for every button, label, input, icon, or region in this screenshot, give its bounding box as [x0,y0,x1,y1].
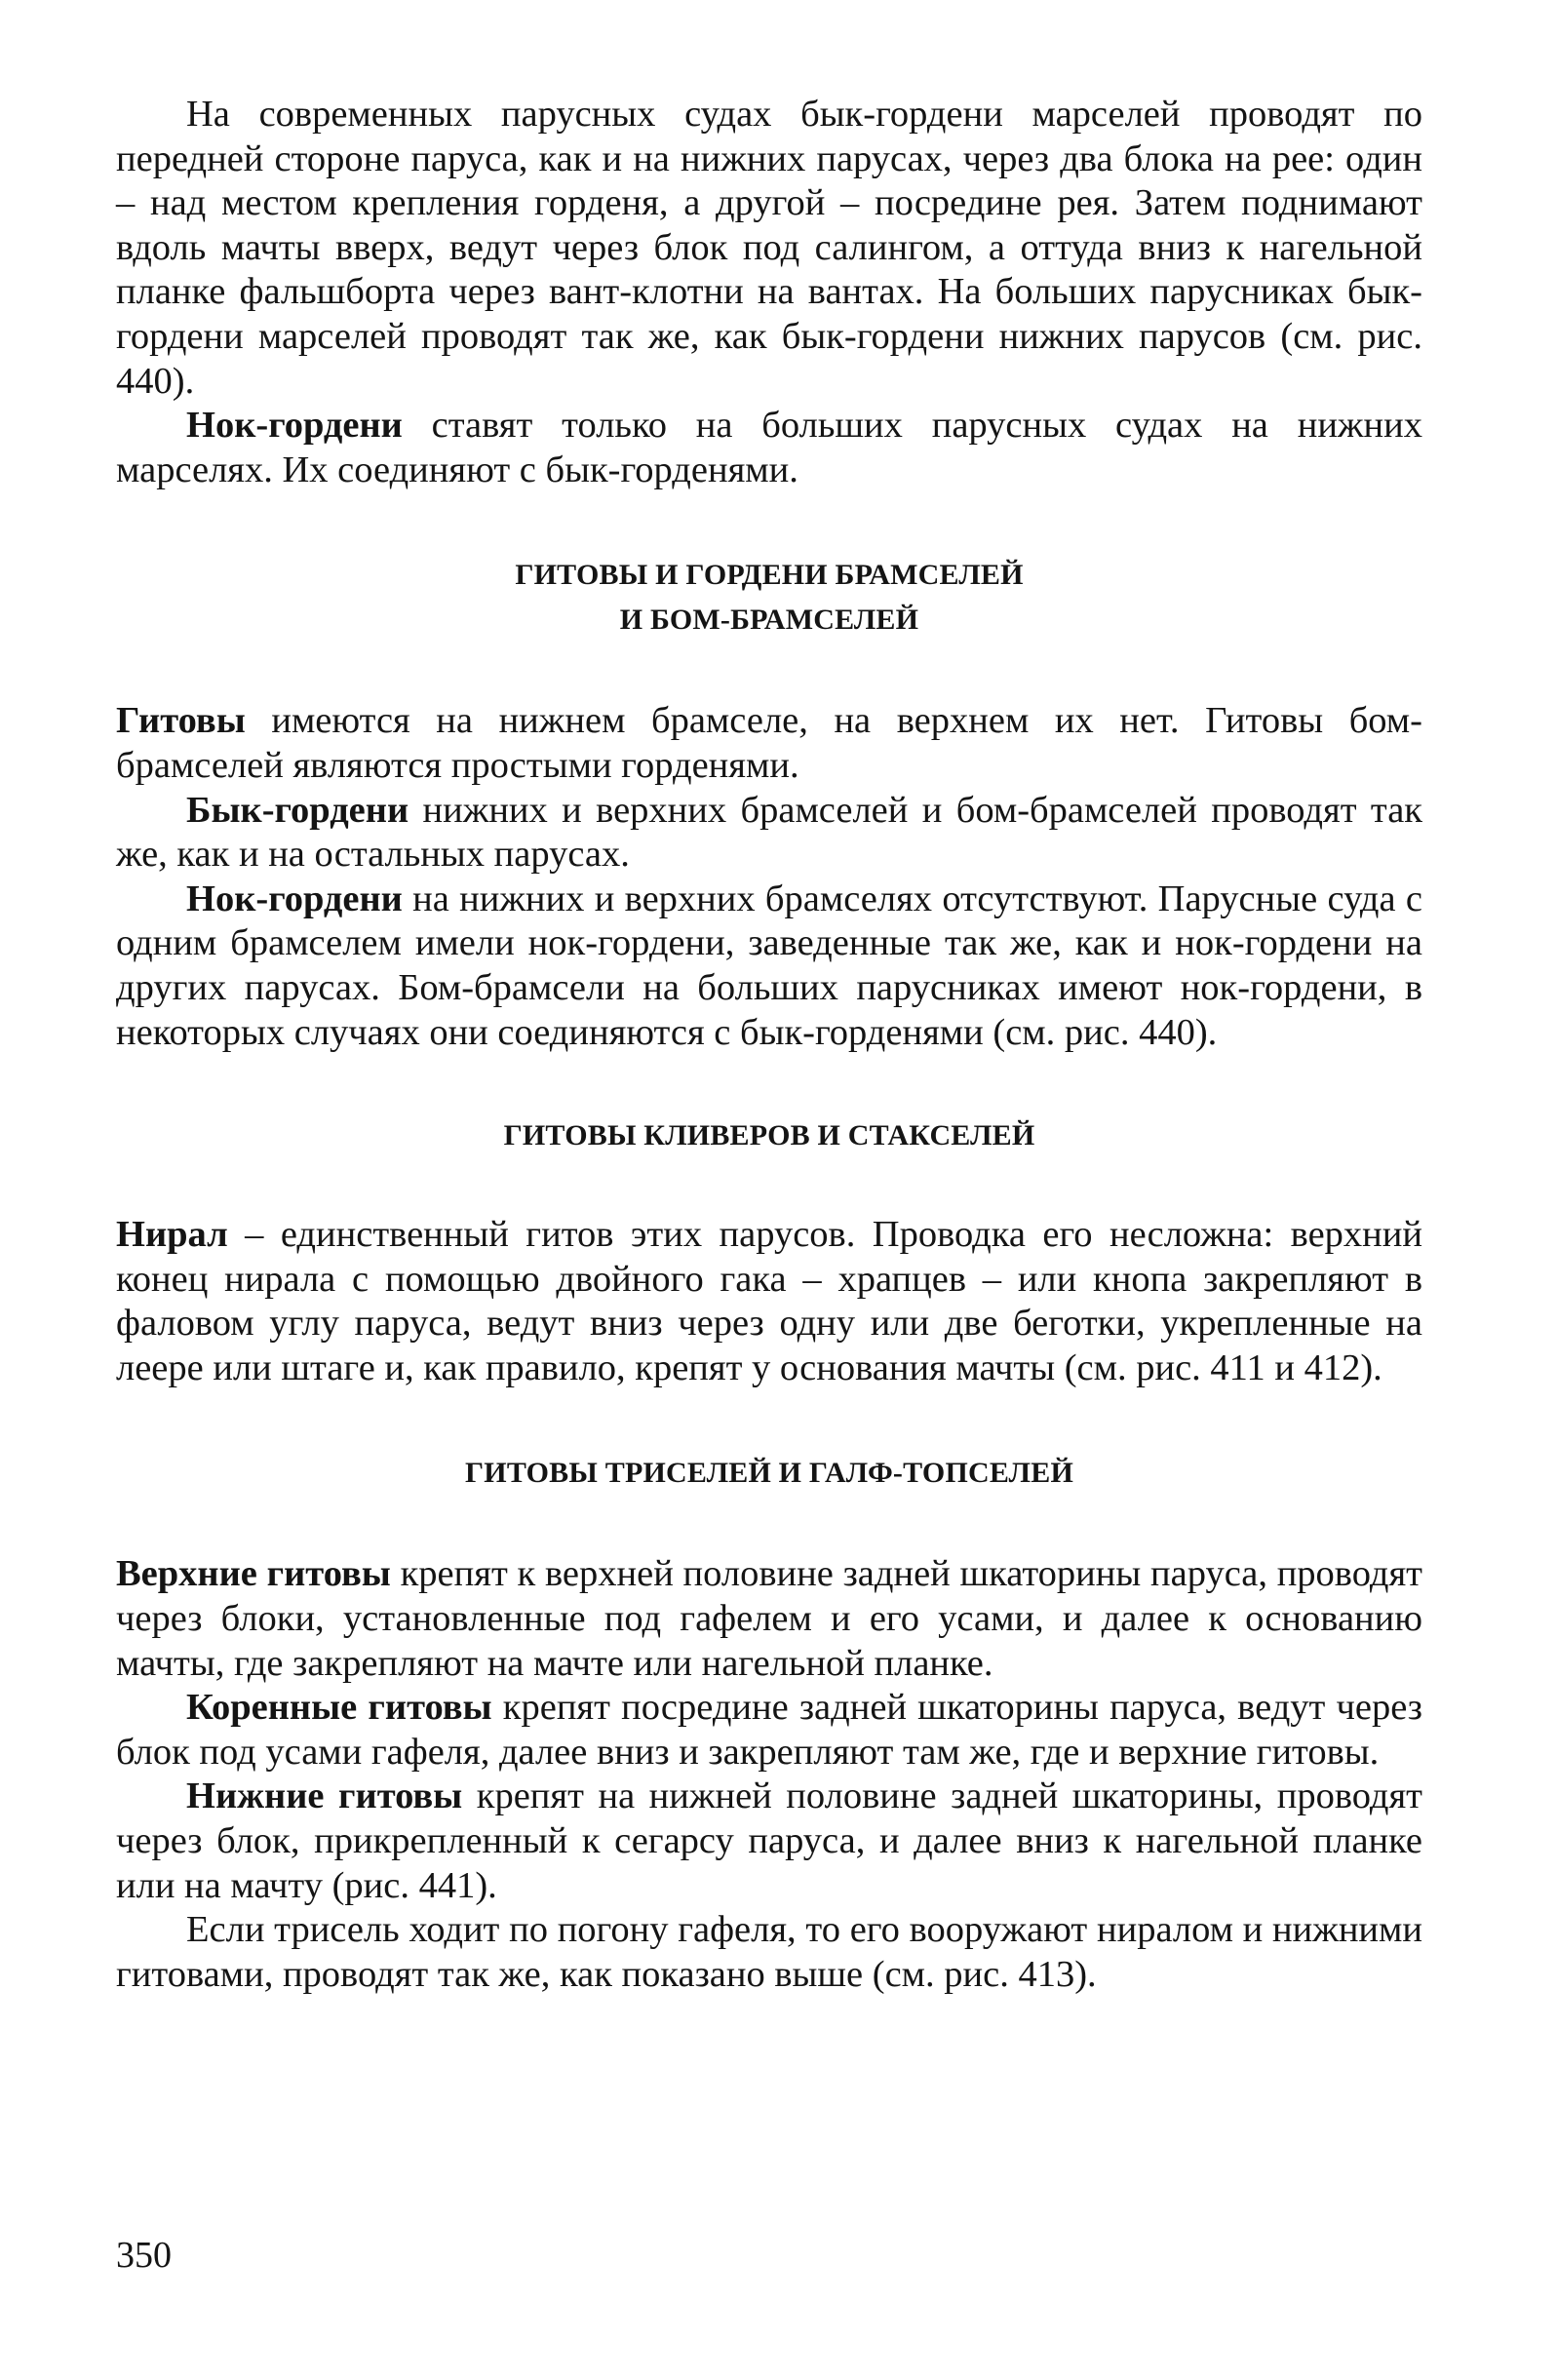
term-korennye-gitovy: Коренные гитовы [186,1687,492,1729]
paragraph-3 [116,699,1422,788]
paragraph-text: на нижних и верхних брамселях отсутствуют. Парусные суда с одним брамселем имели нок-гордени, заведенные так же, как и нок-гордени на других парусах. Бом-брамсели на больших парусниках имеют нок-гордени, в некоторых случаях они соединяются с бык-горденями (см. рис. 440). [116,878,1422,1053]
section-heading-klivera [116,1113,1422,1158]
paragraph-4 [116,789,1422,878]
term-gitovy: Гитовы [116,700,246,742]
section-heading-triseli [116,1451,1422,1496]
section-heading-bramseli [116,553,1422,643]
paragraph-text: имеются на нижнем брамселе, на верхнем их нет. Гитовы бом-брамселей являются простыми горденями. [116,700,1422,786]
term-nizhnie-gitovy: Нижние гитовы [186,1775,463,1817]
page-body [116,93,1422,1997]
paragraph-2 [116,404,1422,492]
paragraph-1 [116,93,1422,404]
heading-line-2: И БОМ-БРАМСЕЛЕЙ [619,604,919,637]
paragraph-text: нижних и верхних брамселей и бом-брамселей проводят так же, как и на остальных парусах. [116,789,1422,876]
paragraph-9 [116,1775,1422,1908]
page-number: 350 [116,2235,172,2276]
paragraph-8 [116,1686,1422,1775]
heading-text: ГИТОВЫ ТРИСЕЛЕЙ И ГАЛФ-ТОПСЕЛЕЙ [465,1457,1073,1490]
paragraph-6 [116,1213,1422,1390]
paragraph-text: – единственный гитов этих парусов. Проводка его несложна: верхний конец нирала с помощью двойного гака – храпцев – или кнопа закрепляют в фаловом углу паруса, ведут вниз через одну или две беготки, укрепленные на леере или штаге и, как правило, крепят у основания мачты (см. рис. 411 и 412). [116,1214,1422,1388]
paragraph-5 [116,878,1422,1055]
paragraph-text: На современных парусных судах бык-гордени марселей проводят по передней стороне паруса, как и на нижних парусах, через два блока на рее: один – над местом крепления горденя, а другой – посредине рея. Затем поднимают вдоль мачты вверх, ведут через блок под салингом, а оттуда вниз к нагельной планке фальшборта через вант-клотни на вантах. На больших парусниках бык-гордени марселей проводят так же, как бык-гордени нижних парусов (см. рис. 440). [116,94,1422,402]
heading-text: ГИТОВЫ КЛИВЕРОВ И СТАКСЕЛЕЙ [503,1119,1035,1152]
paragraph-text: крепят на нижней половине задней шкаторины, проводят через блок, прикрепленный к сегарсу паруса, и далее вниз к нагельной планке или на мачту (рис. 441). [116,1775,1422,1906]
term-nok-gordeni: Нок-гордени [186,878,403,919]
paragraph-text: ставят только на больших парусных судах на нижних марселях. Их соединяют с бык-горденями. [116,405,1422,490]
heading-line-1: ГИТОВЫ И ГОРДЕНИ БРАМСЕЛЕЙ [515,559,1024,592]
paragraph-7 [116,1552,1422,1686]
paragraph-10 [116,1908,1422,1997]
term-nok-gordeni: Нок-гордени [186,405,403,447]
term-niral: Нирал [116,1214,228,1256]
term-verkhnie-gitovy: Верхние гитовы [116,1553,391,1595]
term-byk-gordeni: Бык-гордени [186,789,409,831]
paragraph-text: Если трисель ходит по погону гафеля, то его вооружают ниралом и нижними гитовами, проводят так же, как показано выше (см. рис. 413). [116,1909,1422,1995]
paragraph-text: крепят к верхней половине задней шкаторины паруса, проводят через блоки, установленные под гафелем и его усами, и далее к основанию мачты, где закрепляют на мачте или нагельной планке. [116,1553,1422,1684]
paragraph-text: крепят посредине задней шкаторины паруса, ведут через блок под усами гафеля, далее вниз и закрепляют там же, где и верхние гитовы. [116,1687,1422,1773]
